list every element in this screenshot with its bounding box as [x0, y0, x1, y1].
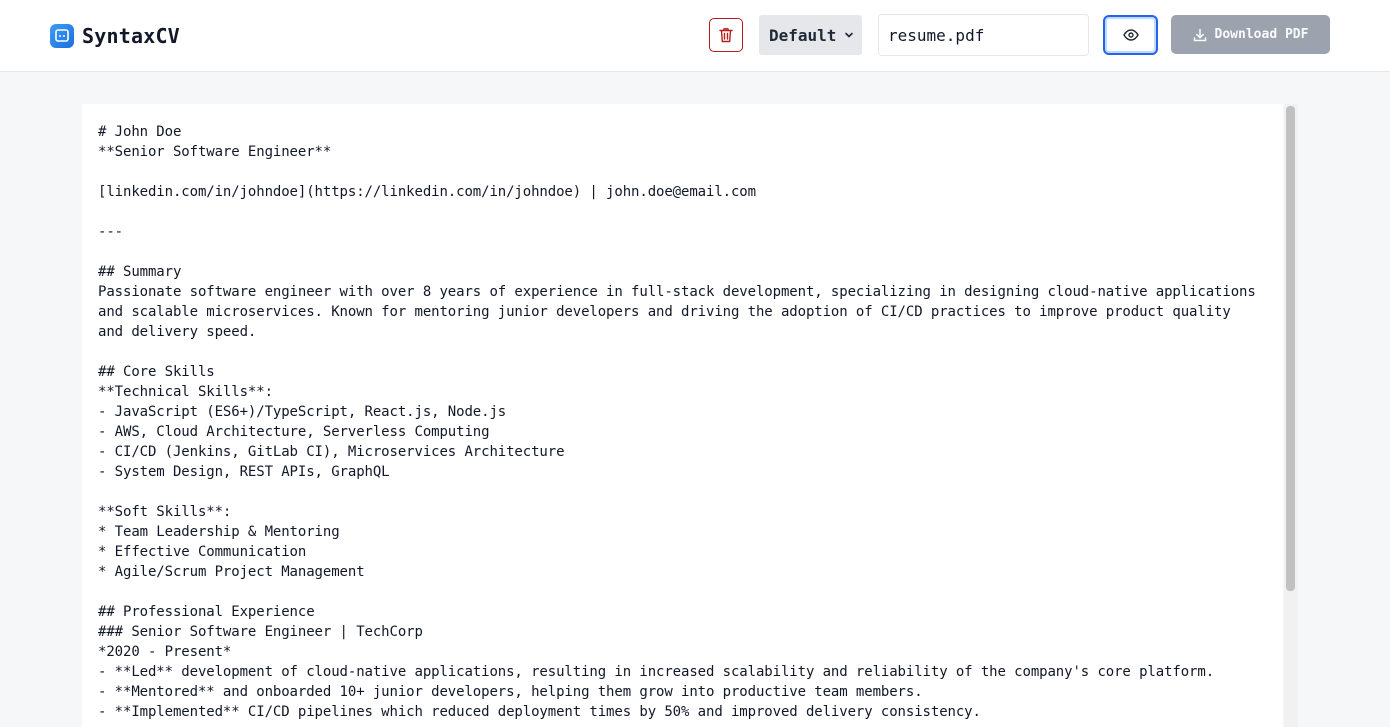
app-name: SyntaxCV — [82, 24, 180, 48]
download-icon — [1193, 28, 1207, 42]
delete-button[interactable] — [709, 18, 743, 52]
download-pdf-label: Download PDF — [1214, 27, 1309, 42]
template-select[interactable] — [759, 15, 862, 55]
brand[interactable] — [50, 23, 180, 49]
trash-icon — [719, 27, 733, 43]
preview-button[interactable] — [1103, 15, 1158, 55]
filename-input[interactable] — [878, 14, 1089, 56]
template-select-value: Default — [769, 25, 837, 45]
chevron-down-icon — [843, 29, 855, 41]
editor-scrollbar[interactable] — [1284, 104, 1298, 727]
download-pdf-button[interactable] — [1171, 15, 1330, 54]
top-bar — [0, 0, 1390, 72]
eye-icon — [1123, 29, 1139, 41]
app-logo-icon — [50, 24, 74, 48]
editor-content[interactable]: # John Doe **Senior Software Engineer** [linkedin.com/in/johndoe](https://linkedin.com/in/johndoe) | john.doe@email.com --- ## Summary Passionate software engineer with over 8 years of experience in full-stack development, specializing in designing cloud-native applications and scalable microservices. Known for mentoring junior developers and driving the adoption of CI/CD practices to improve product quality and delivery speed. ## Core Skills **Technical Skills**: - JavaScript (ES6+)/TypeScript, React.js, Node.js - AWS, Cloud Architecture, Serverless Computing - CI/CD (Jenkins, GitLab CI), Microservices Architecture - System Design, REST APIs, GraphQL **Soft Skills**: * Team Leadership & Mentoring * Effective Communication * Agile/Scrum Project Management ## Professional Experience ### Senior Software Engineer | TechCorp *2020 - Present* - **Led** development of cloud-native applications, resulting in increased scalability and reliability of the company's core platform. - **Mentored** and onboarded 10+ junior developers, helping them grow into productive team members. - **Implemented** CI/CD pipelines which reduced deployment times by 50% and improved delivery consistency. — [98, 124, 1256, 720]
scrollbar-thumb[interactable] — [1286, 106, 1295, 591]
markdown-editor[interactable] — [82, 104, 1283, 727]
